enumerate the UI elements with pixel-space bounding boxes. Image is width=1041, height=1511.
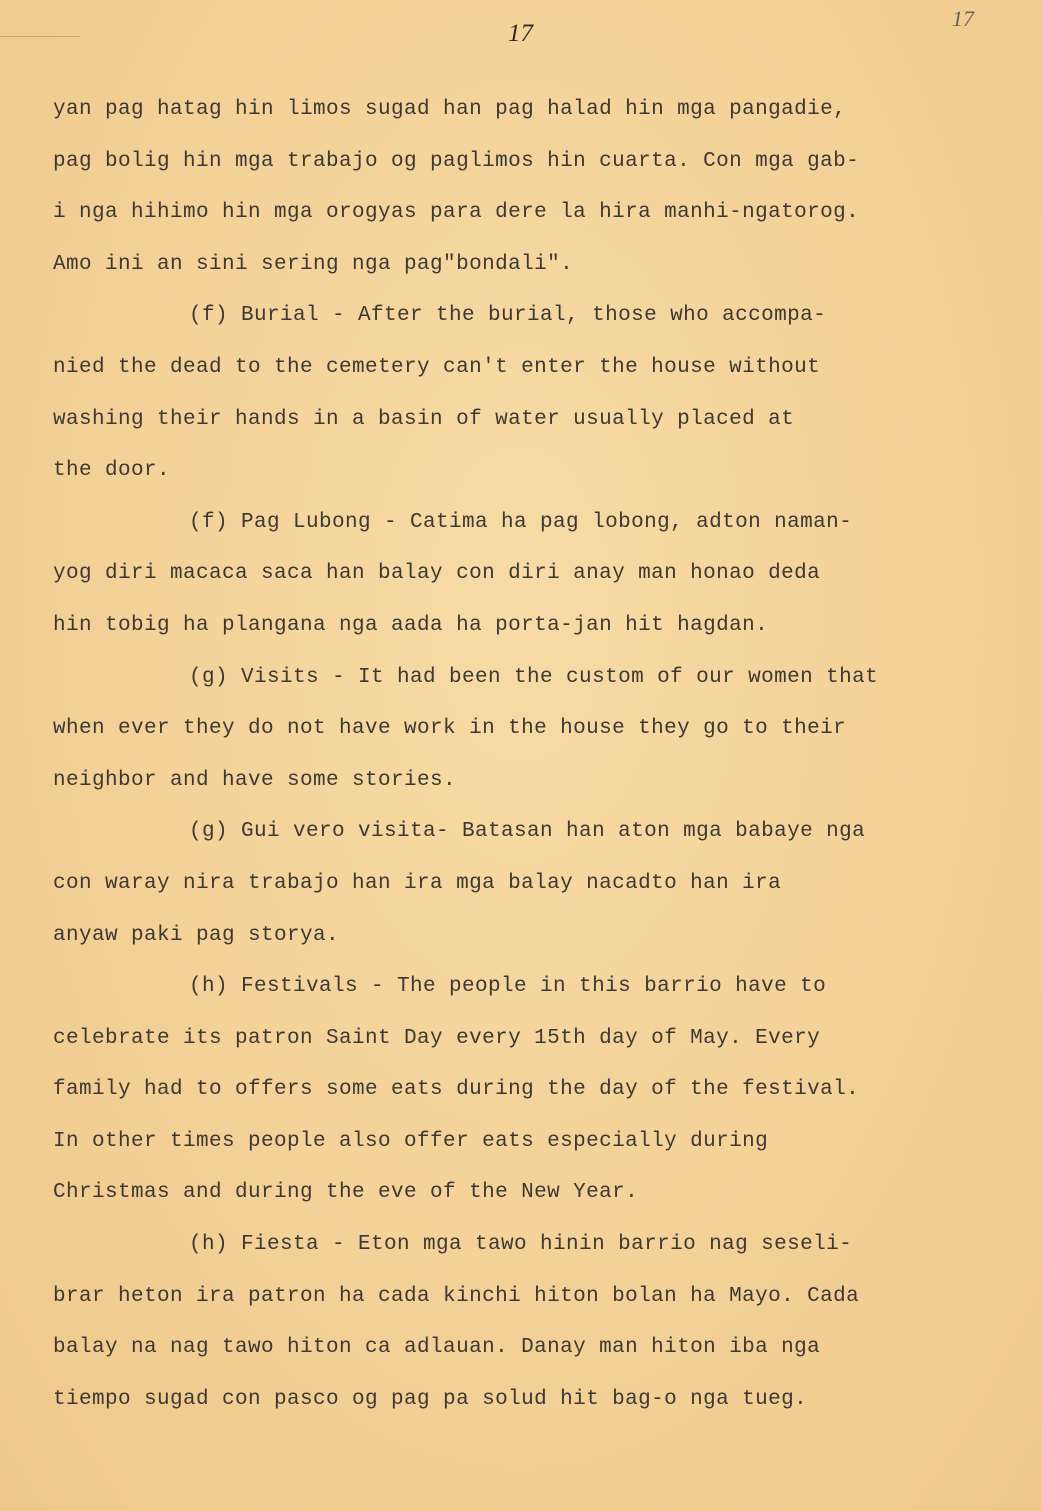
- text-line: i nga hihimo hin mga orogyas para dere la hira manhi-ngatorog.: [53, 201, 860, 225]
- text-line: nied the dead to the cemetery can't enter the house without: [53, 355, 821, 379]
- text-line: In other times people also offer eats especially during: [53, 1129, 769, 1153]
- text-line: con waray nira trabajo han ira mga balay nacadto han ira: [53, 871, 782, 895]
- text-line: hin tobig ha plangana nga aada ha porta-jan hit hagdan.: [53, 613, 769, 637]
- text-line: (g) Visits - It had been the custom of our women that: [189, 665, 879, 689]
- text-line: washing their hands in a basin of water usually placed at: [53, 407, 795, 431]
- text-line: pag bolig hin mga trabajo og paglimos hin cuarta. Con mga gab-: [53, 149, 860, 173]
- text-line: (h) Festivals - The people in this barrio have to: [189, 975, 827, 999]
- text-line: tiempo sugad con pasco og pag pa solud hit bag-o nga tueg.: [53, 1387, 808, 1411]
- text-line: yog diri macaca saca han balay con diri anay man honao deda: [53, 562, 821, 586]
- text-line: family had to offers some eats during the day of the festival.: [53, 1078, 860, 1102]
- text-line: (f) Pag Lubong - Catima ha pag lobong, adton naman-: [189, 510, 853, 534]
- corner-page-number: 17: [952, 6, 974, 31]
- text-line: when ever they do not have work in the house they go to their: [53, 717, 847, 741]
- typewritten-body: [53, 95, 1013, 1436]
- text-line: yan pag hatag hin limos sugad han pag halad hin mga pangadie,: [53, 98, 847, 121]
- text-line: celebrate its patron Saint Day every 15th day of May. Every: [53, 1026, 821, 1050]
- edge-mark: [0, 36, 80, 37]
- text-line: balay na nag tawo hiton ca adlauan. Danay man hiton iba nga: [53, 1336, 821, 1360]
- page-number: 17: [508, 20, 533, 47]
- text-line: anyaw paki pag storya.: [53, 923, 340, 947]
- text-line: neighbor and have some stories.: [53, 768, 457, 792]
- text-line: brar heton ira patron ha cada kinchi hiton bolan ha Mayo. Cada: [53, 1284, 860, 1308]
- text-line: (h) Fiesta - Eton mga tawo hinin barrio nag seseli-: [189, 1233, 853, 1257]
- text-line: (f) Burial - After the burial, those who accompa-: [189, 304, 827, 328]
- text-line: Amo ini an sini sering nga pag"bondali".: [53, 252, 574, 276]
- text-line: the door.: [53, 459, 171, 483]
- text-line: Christmas and during the eve of the New Year.: [53, 1181, 639, 1205]
- text-line: (g) Gui vero visita- Batasan han aton mga babaye nga: [189, 820, 866, 844]
